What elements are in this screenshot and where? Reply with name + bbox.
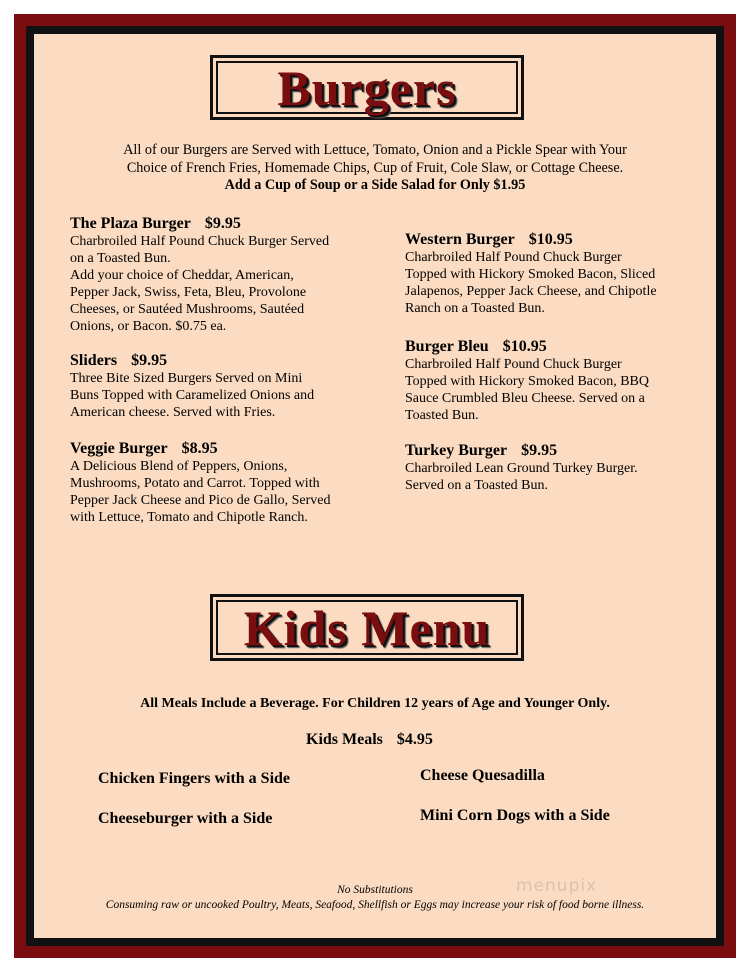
item-title [70, 439, 390, 458]
kids-item: Cheeseburger with a Side [98, 810, 273, 827]
desc-line: Three Bite Sized Burgers Served on Mini [70, 371, 303, 386]
item-name: Turkey Burger [405, 442, 508, 459]
kids-title-box [210, 594, 524, 661]
menu-item-veggie-burger [70, 439, 390, 526]
desc-line: Charbroiled Half Pound Chuck Burger [405, 357, 622, 372]
item-price: $9.95 [204, 215, 241, 232]
kids-item: Mini Corn Dogs with a Side [420, 807, 610, 824]
intro-line-3: Add a Cup of Soup or a Side Salad for Only $1.95 [224, 177, 526, 193]
menu-item-burger-bleu [405, 337, 715, 424]
desc-line: Mushrooms, Potato and Carrot. Topped with [70, 476, 320, 491]
kids-beverage-note: All Meals Include a Beverage. For Children 12 years of Age and Younger Only. [140, 696, 610, 711]
desc-line: Buns Topped with Caramelized Onions and [70, 388, 315, 403]
desc-line: American cheese. Served with Fries. [70, 405, 276, 420]
item-title [405, 441, 715, 460]
desc-line: Jalapenos, Pepper Jack Cheese, and Chipotle [405, 284, 657, 299]
menu-item-western-burger [405, 230, 715, 317]
item-title [70, 351, 390, 370]
footer-line-1: No Substitutions [337, 884, 413, 896]
desc-line: on a Toasted Bun. [70, 251, 171, 266]
menu-item-plaza-burger [70, 214, 390, 335]
desc-line: Topped with Hickory Smoked Bacon, BBQ [405, 374, 649, 389]
desc-line: with Lettuce, Tomato and Chipotle Ranch. [70, 510, 308, 525]
desc-line: Served on a Toasted Bun. [405, 478, 549, 493]
item-title [405, 230, 715, 249]
item-name: Burger Bleu [405, 338, 489, 355]
watermark: menupix [516, 876, 598, 896]
item-price: $9.95 [131, 352, 168, 369]
desc-line: Onions, or Bacon. $0.75 ea. [70, 319, 227, 334]
kids-meals-label: Kids Meals [306, 731, 383, 748]
menu-item-turkey-burger [405, 441, 715, 494]
item-description [70, 370, 390, 421]
desc-line: A Delicious Blend of Peppers, Onions, [70, 459, 288, 474]
item-title [405, 337, 715, 356]
desc-line: Charbroiled Lean Ground Turkey Burger. [405, 461, 638, 476]
item-name: Veggie Burger [70, 440, 168, 457]
kids-meals-heading [306, 731, 433, 749]
item-description [70, 458, 390, 526]
item-price: $9.95 [521, 442, 558, 459]
item-description [405, 356, 715, 424]
desc-line: Sauce Crumbled Bleu Cheese. Served on a [405, 391, 645, 406]
desc-line: Add your choice of Cheddar, American, [70, 268, 294, 283]
burgers-title: Burgers [277, 59, 457, 116]
item-name: Sliders [70, 352, 118, 369]
desc-line: Charbroiled Half Pound Chuck Burger Served [70, 234, 330, 249]
kids-item: Chicken Fingers with a Side [98, 770, 291, 787]
desc-line: Ranch on a Toasted Bun. [405, 301, 545, 316]
item-name: The Plaza Burger [70, 215, 191, 232]
item-description [405, 460, 715, 494]
burgers-title-box [210, 55, 524, 120]
menu-item-sliders [70, 351, 390, 421]
footer-line-2: Consuming raw or uncooked Poultry, Meats, Seafood, Shellfish or Eggs may increase your risk of food borne illness. [105, 899, 645, 911]
desc-line: Toasted Bun. [405, 408, 479, 423]
kids-item: Cheese Quesadilla [420, 767, 545, 784]
desc-line: Topped with Hickory Smoked Bacon, Sliced [405, 267, 656, 282]
intro-line-1: All of our Burgers are Served with Lettuce, Tomato, Onion and a Pickle Spear with Your [123, 142, 627, 158]
item-price: $8.95 [181, 440, 218, 457]
burgers-intro [40, 142, 710, 195]
item-description [70, 233, 390, 335]
desc-line: Cheeses, or Sautéed Mushrooms, Sautéed [70, 302, 305, 317]
kids-title: Kids Menu [243, 599, 491, 656]
desc-line: Pepper Jack Cheese and Pico de Gallo, Served [70, 493, 331, 508]
item-name: Western Burger [405, 231, 515, 248]
intro-line-2: Choice of French Fries, Homemade Chips, Cup of Fruit, Cole Slaw, or Cottage Cheese. [126, 159, 624, 176]
desc-line: Pepper Jack, Swiss, Feta, Bleu, Provolone [70, 285, 307, 300]
item-price: $10.95 [502, 338, 547, 355]
item-price: $10.95 [528, 231, 573, 248]
kids-meals-price: $4.95 [396, 731, 433, 748]
item-title [70, 214, 390, 233]
footer-disclaimer [40, 883, 710, 913]
desc-line: Charbroiled Half Pound Chuck Burger [405, 250, 622, 265]
item-description [405, 249, 715, 317]
